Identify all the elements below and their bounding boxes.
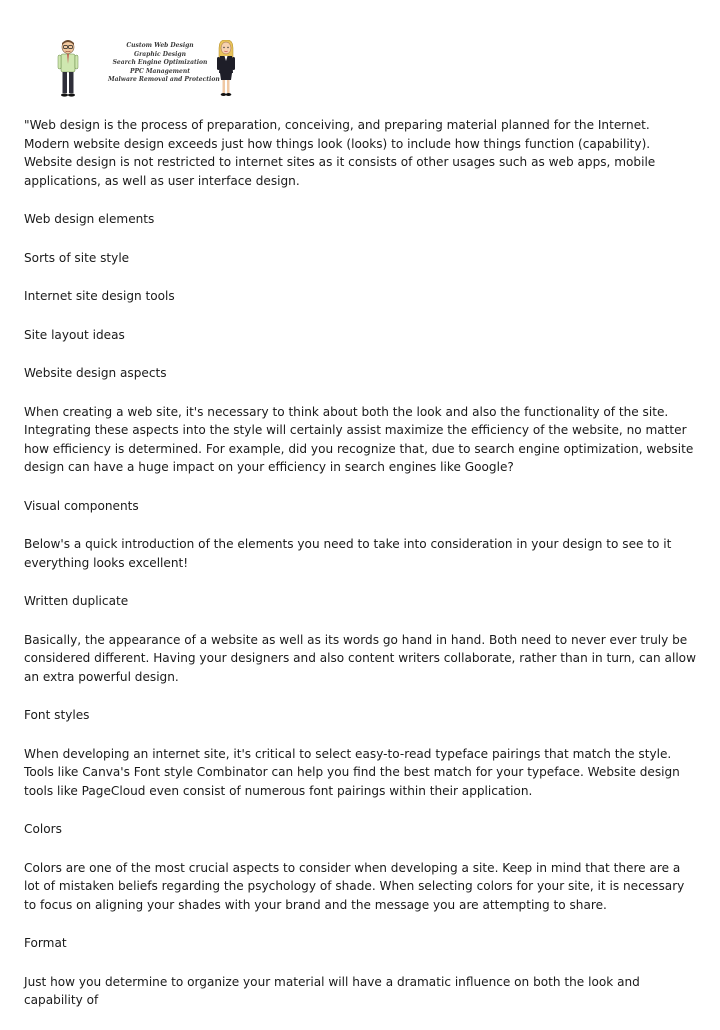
section-heading: Written duplicate: [24, 594, 129, 608]
article-paragraph: Colors are one of the most crucial aspects to consider when developing a site. Keep in mind that there are a lot of mistaken beliefs regarding the psychology of shade. When selecting colors for your site, it is necessary to focus on aligning your shades with your brand and the message you are attempting to share.: [24, 860, 685, 912]
section-heading: Site layout ideas: [24, 327, 125, 342]
section-heading: Internet site design tools: [24, 289, 175, 303]
article-paragraph: Just how you determine to organize your material will have a dramatic influence on both the look and capability of: [24, 974, 640, 1007]
article-paragraph: Below's a quick introduction of the elements you need to take into consideration in your design to see to it everything looks excellent!: [24, 537, 672, 570]
male-cartoon-figure: [56, 40, 80, 98]
header-banner: [50, 40, 250, 98]
article-paragraph: When developing an internet site, it's critical to select easy-to-read typeface pairings that match the style. Tools like Canva's Font style Combinator can help you find the best match for your typeface. Website design tools like PageCloud even consist of numerous font pairings within their application.: [24, 746, 680, 798]
article-paragraph: Basically, the appearance of a website as well as its words go hand in hand. Both need to never ever truly be considered different. Having your designers and also content writers collaborate, rather than in turn, can allow an extra powerful design.: [24, 632, 696, 684]
banner-line: Malware Removal and Protection: [108, 76, 220, 84]
section-heading: Colors: [24, 822, 62, 836]
section-heading: Font styles: [24, 708, 90, 722]
article-paragraph: When creating a web site, it's necessary to think about both the look and also the functionality of the site. Integrating these aspects into the style will certainly assist maximize the efficiency of the website, no matter how efficiency is determined. For example, did you recognize that, due to search engine optimization, website design can have a huge impact on your efficiency in search engines like Google?: [24, 404, 694, 474]
banner-line: Graphic Design: [134, 50, 186, 58]
section-heading: Website design aspects: [24, 366, 167, 380]
banner-line: Search Engine Optimization: [112, 59, 208, 67]
banner-line: Custom Web Design: [126, 42, 194, 49]
banner-line: PPC Management: [130, 67, 190, 75]
section-heading: Sorts of site style: [24, 250, 130, 265]
section-heading: Visual components: [24, 498, 139, 513]
banner-services-text: [108, 42, 220, 85]
female-cartoon-figure: [214, 40, 238, 98]
article-body: [24, 116, 696, 1030]
article-paragraph: "Web design is the process of preparation, conceiving, and preparing material planned for the Internet. Modern website design exceeds just how things look (looks) to include how things function (capability). Website design is not restricted to internet sites as it consists of other usages such as web apps, mobile applications, as well as user interface design.: [24, 118, 656, 188]
section-heading: Format: [24, 936, 67, 950]
section-heading: Web design elements: [24, 212, 155, 226]
